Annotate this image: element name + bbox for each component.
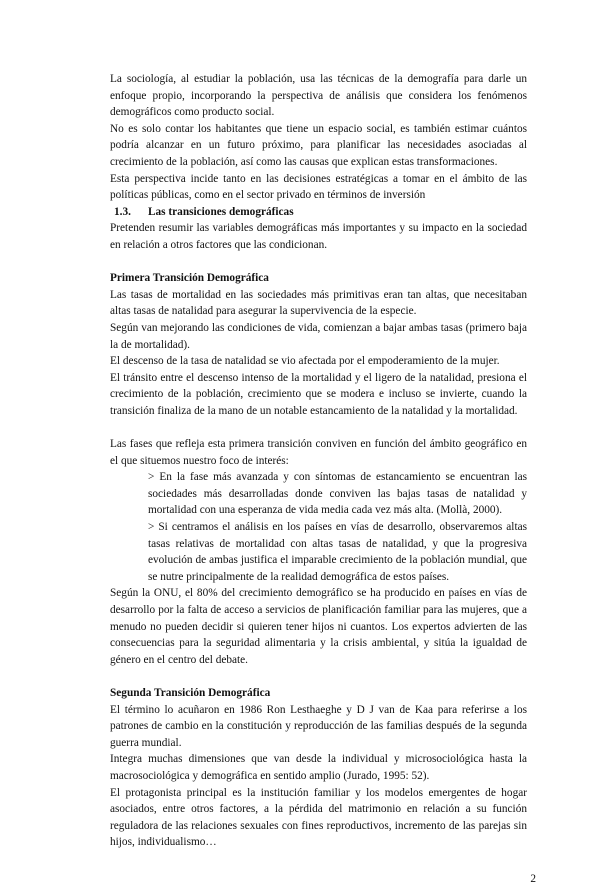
paragraph: La sociología, al estudiar la población, usa las técnicas de la demografía para darle un enfoque propio, incorporando la perspectiva de análisis que considera los fenómenos demográficos como producto social. [110,73,527,119]
section-number: 1.3. [114,205,131,218]
paragraph: El descenso de la tasa de natalidad se vio afectada por el empoderamiento de la mujer. [110,355,500,368]
subheading-primera: Primera Transición Demográfica [110,272,269,285]
paragraph: Según la ONU, el 80% del crecimiento demográfico se ha producido en países en vías de desarrollo por la falta de acceso a servicios de planificación familiar para las mujeres, que a menudo no pueden decidir si quieren tener hijos ni cuantos. Los expertos advierten de las consecuencias para la seguridad alimentaria y la crisis ambiental, y sitúa la igualdad de género en el centro del debate. [110,587,527,666]
paragraph: Las fases que refleja esta primera transición conviven en función del ámbito geográfico en el que situemos nuestro foco de interés: [110,438,527,467]
bullet-item: > En la fase más avanzada y con síntomas de estancamiento se encuentran las sociedades más desarrolladas donde conviven las bajas tasas de natalidad y mortalidad con una esperanza de vida media cada vez más alta. (Mollà, 2000). [148,471,527,517]
section-heading [110,204,527,221]
document-sheet [110,71,536,888]
paragraph: Según van mejorando las condiciones de vida, comienzan a bajar ambas tasas (primero baja la de mortalidad). [110,321,527,351]
section-title: Las transiciones demográficas [148,205,294,218]
bullet-item: > Si centramos el análisis en los países en vías de desarrollo, observaremos altas tasas relativas de mortalidad con altas tasas de natalidad, y que la progresiva evolución de ambas justifica el imparable crecimiento de la población mundial, que se nutre principalmente de la realidad demográfica de estos países. [148,521,527,583]
paragraph: El término lo acuñaron en 1986 Ron Lesthaeghe y D J van de Kaa para referirse a los patrones de cambio en la constitución y reproducción de las familias después de la segunda guerra mundial. [110,703,527,749]
paragraph: Las tasas de mortalidad en las sociedades más primitivas eran tan altas, que necesitaban altas tasas de natalidad para asegurar la supervivencia de la especie. [110,288,527,318]
paragraph: Esta perspectiva incide tanto en las decisiones estratégicas a tomar en el ámbito de las políticas públicas, como en el sector privado en términos de inversión [110,172,527,202]
subheading-segunda: Segunda Transición Demográfica [110,686,271,699]
paragraph: Integra muchas dimensiones que van desde la individual y microsociológica hasta la macrosociológica y demográfica en sentido amplio (Jurado, 1995: 52). [110,753,527,782]
document-page [110,71,527,851]
paragraph: No es solo contar los habitantes que tiene un espacio social, es también estimar cuántos podría alcanzar en un futuro próximo, para planificar las necesidades asociadas al crecimiento de la población, así como las causas que explican estas transformaciones. [110,122,527,168]
paragraph: El protagonista principal es la institución familiar y los modelos emergentes de hogar asociados, entre otros factores, a la pérdida del matrimonio en relación a su función reguladora de las relaciones sexuales con fines reproductivos, incremento de las parejas sin hijos, individualismo… [110,786,527,849]
page-number: 2 [530,872,536,885]
paragraph: Pretenden resumir las variables demográficas más importantes y su impacto en la sociedad en relación a otros factores que las condicionan. [110,222,527,251]
paragraph: El tránsito entre el descenso intenso de la mortalidad y el ligero de la natalidad, presiona el crecimiento de la población, crecimiento que se modera e incluso se invierte, cuando la transición finaliza de la mano de un notable estancamiento de la natalidad y la mortalidad. [110,371,527,417]
